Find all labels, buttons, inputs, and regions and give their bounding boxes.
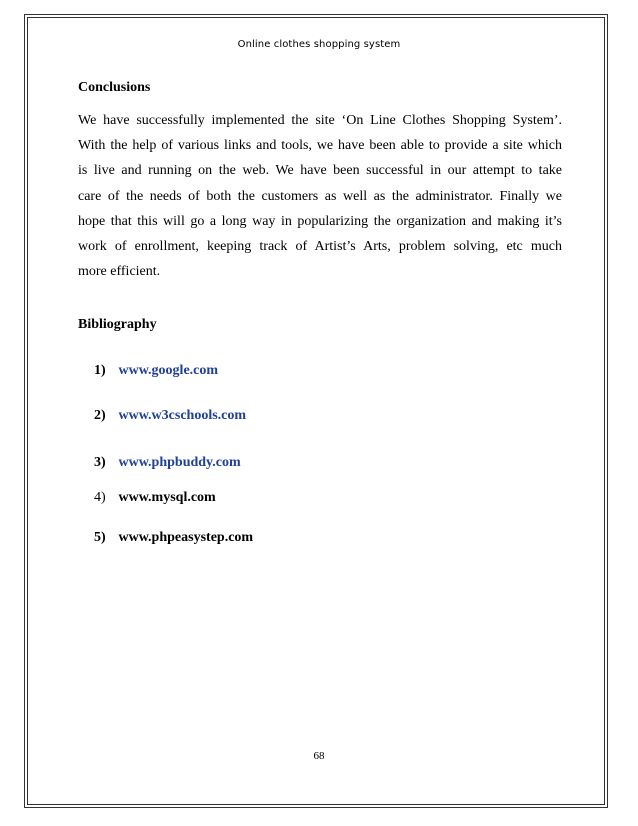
conclusions-paragraph — [78, 108, 562, 284]
running-header: Online clothes shopping system — [237, 39, 401, 50]
paragraph-line: care of the needs of both the customers as well as the administrator. Finally we — [78, 188, 562, 204]
bibliography-number: 5) — [94, 530, 106, 545]
bibliography-item-1 — [94, 363, 218, 379]
bibliography-heading: Bibliography — [78, 317, 157, 332]
bibliography-item-5 — [94, 530, 253, 546]
bibliography-link-w3cschools[interactable]: www.w3cschools.com — [118, 408, 247, 423]
bibliography-number: 2) — [94, 408, 106, 423]
paragraph-line: hope that this will go a long way in popularizing the organization and making it’s — [78, 213, 562, 229]
bibliography-number: 3) — [94, 455, 106, 470]
paragraph-line: work of enrollment, keeping track of Artist’s Arts, problem solving, etc much — [78, 239, 562, 255]
bibliography-link-phpbuddy[interactable]: www.phpbuddy.com — [118, 455, 241, 470]
bibliography-item-3 — [94, 455, 241, 471]
paragraph-line: is live and running on the web. We have been successful in our attempt to take — [78, 163, 562, 179]
page-number: 68 — [313, 750, 325, 762]
bibliography-number: 1) — [94, 363, 106, 378]
paragraph-line: We have successfully implemented the site ‘On Line Clothes Shopping System’. — [78, 113, 562, 128]
paragraph-line: With the help of various links and tools, we have been able to provide a site which — [78, 138, 562, 154]
bibliography-item-4 — [94, 490, 216, 506]
bibliography-link-google[interactable]: www.google.com — [118, 363, 219, 378]
paragraph-line: more efficient. — [78, 264, 161, 280]
bibliography-item-2 — [94, 408, 246, 424]
bibliography-text-phpeasystep: www.phpeasystep.com — [118, 530, 254, 545]
conclusions-heading: Conclusions — [78, 80, 151, 95]
bibliography-number: 4) — [94, 490, 106, 505]
bibliography-text-mysql: www.mysql.com — [118, 490, 216, 505]
